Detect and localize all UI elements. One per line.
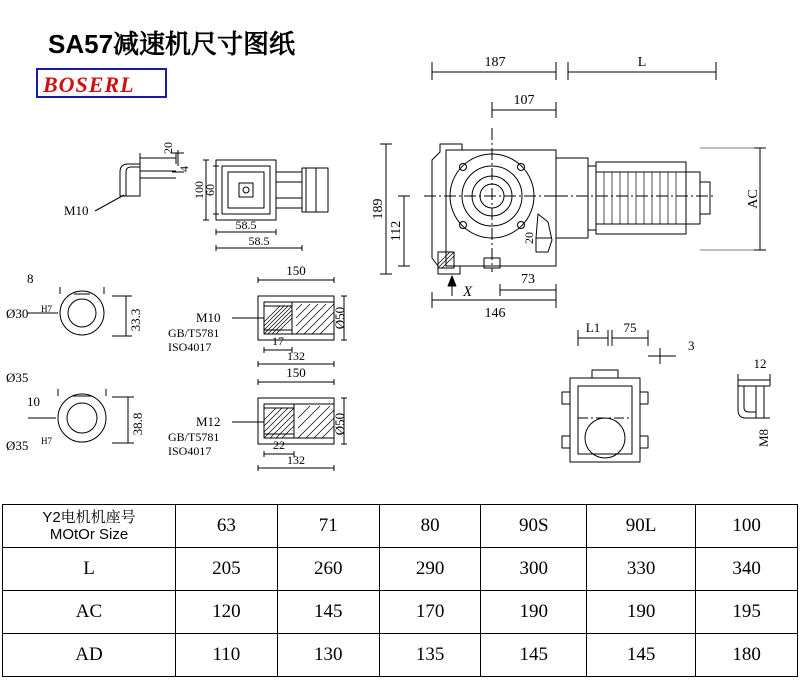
dim-L: L	[637, 55, 647, 70]
dim-AC: AC	[746, 189, 761, 209]
std-gb-a: GB/T5781	[168, 326, 220, 340]
dim-shaft-35-sup: H7	[41, 436, 52, 446]
dim-585-a: 58.5	[235, 218, 257, 232]
table-row	[3, 634, 798, 677]
dim-112: 112	[389, 220, 404, 242]
dim-187: 187	[484, 55, 506, 70]
label-bolt-m10: M10	[196, 310, 221, 325]
detail-thread-m8	[738, 374, 770, 418]
std-gb-b: GB/T5781	[168, 430, 220, 444]
table-cell: 120	[176, 591, 278, 634]
table-cell: 63	[176, 505, 278, 548]
table-cell: 135	[379, 634, 481, 677]
label-m10-flange: M10	[64, 203, 89, 218]
table-header-line2: MOtOr Size	[49, 526, 129, 543]
table-row	[3, 505, 798, 548]
table-cell: 145	[277, 591, 379, 634]
dim-shaft-30: Ø30	[6, 306, 29, 321]
dim-100: 100	[192, 181, 206, 199]
dim-20-small: 20	[161, 142, 175, 154]
dim-333: 33.3	[128, 308, 143, 332]
table-row-label: AD	[3, 634, 176, 677]
main-assembly-view	[380, 62, 766, 308]
dim-20-angle: 20	[522, 232, 536, 244]
detail-key-flange	[95, 153, 176, 211]
label-bolt-m12: M12	[196, 414, 221, 429]
label-thread-m8: M8	[756, 428, 771, 448]
dim-132-b: 132	[287, 453, 305, 467]
table-cell: 170	[379, 591, 481, 634]
dim-22: 22	[273, 438, 285, 452]
table-cell: 145	[587, 634, 696, 677]
dim-132-a: 132	[287, 349, 305, 363]
dim-75: 75	[623, 320, 637, 335]
dim-17: 17	[272, 334, 284, 348]
end-view	[562, 330, 676, 462]
std-iso-b: ISO4017	[168, 444, 212, 458]
detail-shaft-35	[28, 389, 134, 443]
dim-12: 12	[753, 356, 767, 371]
table-cell: 180	[696, 634, 798, 677]
std-iso-a: ISO4017	[168, 340, 212, 354]
table-cell: 80	[379, 505, 481, 548]
table-row	[3, 591, 798, 634]
table-cell: 195	[696, 591, 798, 634]
table-cell: 290	[379, 548, 481, 591]
dim-107: 107	[513, 93, 535, 108]
dim-60: 60	[203, 184, 217, 196]
dim-146: 146	[484, 306, 506, 321]
dim-585-b: 58.5	[248, 234, 270, 248]
dim-d50-b: Ø50	[332, 412, 347, 436]
table-cell: 100	[696, 505, 798, 548]
table-cell: 71	[277, 505, 379, 548]
table-cell: 205	[176, 548, 278, 591]
dim-key-8: 8	[27, 271, 34, 286]
table-cell: 110	[176, 634, 278, 677]
dim-189: 189	[371, 198, 386, 220]
table-cell: 340	[696, 548, 798, 591]
table-row	[3, 548, 798, 591]
label-shaft-35: Ø35	[6, 370, 29, 385]
table-row-label: AC	[3, 591, 176, 634]
table-cell: 190	[481, 591, 587, 634]
dim-150-b: 150	[286, 365, 306, 380]
table-cell: 190	[587, 591, 696, 634]
dim-388: 38.8	[130, 412, 145, 436]
table-cell: 90L	[587, 505, 696, 548]
dim-d50-a: Ø50	[332, 306, 347, 330]
dim-150-a: 150	[286, 263, 306, 278]
dim-l1: L1	[585, 320, 601, 335]
marker-x: X	[463, 284, 473, 300]
dim-73: 73	[521, 272, 535, 287]
dim-3: 3	[688, 338, 695, 353]
dim-key-10: 10	[27, 394, 40, 409]
table-header-line1: Y2电机机座号	[42, 508, 136, 526]
table-cell: 130	[277, 634, 379, 677]
table-cell: 330	[587, 548, 696, 591]
table-cell: 90S	[481, 505, 587, 548]
table-row-label: L	[3, 548, 176, 591]
dim-shaft-35: Ø35	[6, 438, 29, 453]
dim-4: 4	[177, 166, 191, 172]
brand-logo-text: BOSERL	[43, 72, 135, 97]
table-cell: 300	[481, 548, 587, 591]
dim-shaft-30-sup: H7	[41, 304, 52, 314]
table-cell: 145	[481, 634, 587, 677]
table-cell: 260	[277, 548, 379, 591]
motor-spec-table	[2, 504, 798, 677]
page-title: SA57减速机尺寸图纸	[48, 29, 296, 59]
table-header-motor-size	[3, 505, 176, 548]
